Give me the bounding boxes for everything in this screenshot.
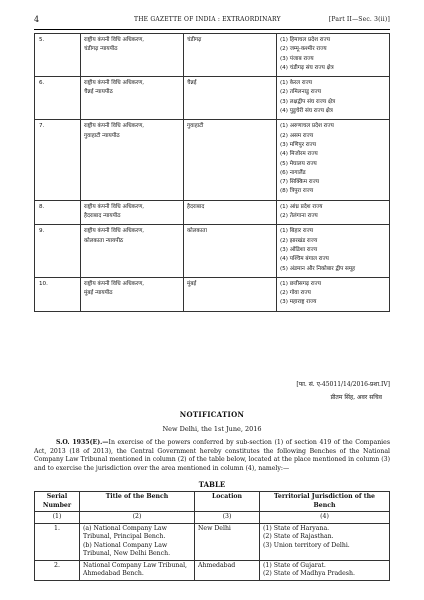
col-number: (2) [80,512,195,524]
header-serial: Serial Number [35,492,80,512]
jurisdiction-cell [260,560,390,580]
bench-title-cell-line: (a) National Company Law Tribunal, Principal Bench. [83,524,167,540]
bench-title-cell-line: राष्ट्रीय कंपनी विधि अधिकरण, [84,203,145,210]
serial-cell: 1. [35,523,80,560]
location-cell: Ahmedabad [195,560,260,580]
jurisdiction-cell-line: (1) छत्तीसगढ़ राज्य [280,280,321,287]
jurisdiction-cell-line: (8) त्रिपुरा राज्य [280,188,314,195]
bench-title-cell-line: राष्ट्रीय कंपनी विधि अधिकरण, [84,37,145,43]
jurisdiction-cell-line: (3) Union territory of Delhi. [263,541,350,549]
jurisdiction-cell-line: (4) पुडुचेरी संघ राज्य क्षेत्र [280,108,333,115]
serial-cell: 5. [35,34,81,77]
jurisdiction-cell [260,523,390,560]
page-header [34,15,390,27]
header-rule [34,29,390,30]
bench-title-cell [81,120,184,200]
bench-title-cell [81,34,184,77]
notification-body [34,439,390,473]
jurisdiction-cell-line: (3) लक्षद्वीप संघ राज्य क्षेत्र [280,98,336,105]
bench-title-cell-line: राष्ट्रीय कंपनी विधि अधिकरण, [84,280,145,287]
jurisdiction-cell-line: (1) आंध्र प्रदेश राज्य [280,203,323,210]
jurisdiction-cell-line: (2) असम राज्य [280,132,314,139]
bench-title-cell-line: National Company Law Tribunal, Ahmedabad Bench. [83,561,188,577]
bench-title-cell-line: मुंबई न्यायपीठ [84,290,113,297]
jurisdiction-cell-line: (2) तेलंगाना राज्य [280,213,318,220]
table-row [35,34,390,77]
jurisdiction-cell-line: (4) पश्चिम बंगाल राज्य [280,256,329,263]
jurisdiction-cell [277,77,390,120]
jurisdiction-cell [277,34,390,77]
jurisdiction-cell-line: (1) बिहार राज्य [280,228,314,235]
column-number-row [35,512,390,524]
place-date: New Delhi, the 1st June, 2016 [162,425,262,433]
table-row [35,523,390,560]
jurisdiction-cell-line: (3) ओडिशा राज्य [280,246,318,253]
serial-cell: 9. [35,225,81,277]
jurisdiction-cell-line: (6) नागालैंड [280,169,306,176]
header-title: Title of the Bench [80,492,195,512]
bench-title-cell [81,225,184,277]
bench-title-cell-line: राष्ट्रीय कंपनी विधि अधिकरण, [84,228,145,235]
bench-title-cell-line: (b) National Company Law Tribunal, New Delhi Bench. [83,541,171,557]
jurisdiction-cell-line: (4) चंडीगढ़ संघ राज्य क्षेत्र [280,64,334,71]
col-number: (1) [35,512,80,524]
bench-title-cell-line: चैन्नई न्यायपीठ [84,89,113,96]
page-number: 4 [34,15,40,24]
table-row [35,200,390,225]
jurisdiction-cell-line: (2) जम्मू-कश्मीर राज्य [280,46,327,53]
jurisdiction-cell-line: (4) मिजोरम राज्य [280,151,318,158]
jurisdiction-cell-line: (2) तमिलनाडु राज्य [280,89,321,96]
bench-title-cell-line: राष्ट्रीय कंपनी विधि अधिकरण, [84,80,145,87]
signatory: प्रीतम सिंह, अवर सचिव [330,394,382,401]
table-title: TABLE [198,480,226,489]
bench-title-cell-line: कोलकाता न्यायपीठ [84,237,124,244]
bench-title-cell-line: राष्ट्रीय कंपनी विधि अधिकरण, [84,123,145,130]
location-cell: कोलकाता [184,225,277,277]
jurisdiction-cell [277,120,390,200]
english-bench-table [34,491,390,581]
jurisdiction-cell-line: (1) केरल राज्य [280,80,313,87]
jurisdiction-cell-line: (5) अंडमान और निकोबार द्वीप समूह [280,265,356,272]
location-cell: चंडीगढ़ [184,34,277,77]
header-jurisdiction: Territorial Jurisdiction of the Bench [260,492,390,512]
serial-cell: 10. [35,277,81,311]
serial-cell: 6. [35,77,81,120]
jurisdiction-cell-line: (3) महाराष्ट्र राज्य [280,299,317,306]
jurisdiction-cell [277,277,390,311]
jurisdiction-cell-line: (2) State of Madhya Pradesh. [263,570,355,577]
jurisdiction-cell-line: (1) State of Haryana. [263,524,330,532]
jurisdiction-cell-line: (5) मेघालय राज्य [280,160,317,167]
location-cell: New Delhi [195,523,260,560]
jurisdiction-cell-line: (3) पंजाब राज्य [280,55,314,62]
gazette-title: THE GAZETTE OF INDIA : EXTRAORDINARY [134,16,281,23]
location-cell: गुवाहाटी [184,120,277,200]
location-cell: चैन्नई [184,77,277,120]
table-row [35,560,390,580]
table-row [35,120,390,200]
notification-heading: NOTIFICATION [179,410,245,419]
hindi-bench-table [34,33,390,312]
jurisdiction-cell-line: (2) गोवा राज्य [280,290,311,297]
jurisdiction-cell-line: (3) मणिपुर राज्य [280,141,316,148]
section-label: [Part II—Sec. 3(ii)] [328,16,390,23]
bench-title-cell [81,77,184,120]
bench-title-cell [80,523,195,560]
bench-title-cell-line: चंडीगढ़ न्यायपीठ [84,46,118,53]
bench-title-cell [81,200,184,225]
order-number: S.O. 1935(E).— [56,439,109,446]
bench-title-cell-line: गुवाहाटी न्यायपीठ [84,132,120,139]
col-number: (4) [260,512,390,524]
table-row [35,277,390,311]
table-row [35,225,390,277]
col-number: (3) [195,512,260,524]
jurisdiction-cell [277,200,390,225]
serial-cell: 7. [35,120,81,200]
jurisdiction-cell-line: (7) सिक्किम राज्य [280,179,320,186]
serial-cell: 8. [35,200,81,225]
bench-title-cell-line: हैदराबाद न्यायपीठ [84,213,121,220]
jurisdiction-cell-line: (2) State of Rajasthan. [263,533,334,540]
jurisdiction-cell-line: (2) झारखंड राज्य [280,237,318,244]
location-cell: मुंबई [184,277,277,311]
serial-cell: 2. [35,560,80,580]
notification-text: In exercise of the powers conferred by sub-section (1) of section 419 of the Companies Act, 2013 (18 of 2013), the Central Government hereby constitutes the following Benches of the National Company Law Tribunal mentioned in column (2) of the table below, located at the place mentioned in column (3) and to exercise the jurisdiction over the area mentioned in column (4), namely:— [34,439,390,472]
jurisdiction-cell-line: (1) हिमाचल प्रदेश राज्य [280,37,330,43]
location-cell: हैदराबाद [184,200,277,225]
bench-title-cell [81,277,184,311]
bench-title-cell [80,560,195,580]
header-location: Location [195,492,260,512]
jurisdiction-cell-line: (1) State of Gujarat. [263,561,326,569]
jurisdiction-cell [277,225,390,277]
table-header-row [35,492,390,512]
jurisdiction-cell-line: (1) अरुणाचल प्रदेश राज्य [280,123,334,130]
file-reference: [फा. सं. ए-45011/14/2016-प्रशा.IV] [296,381,390,388]
table-row [35,77,390,120]
